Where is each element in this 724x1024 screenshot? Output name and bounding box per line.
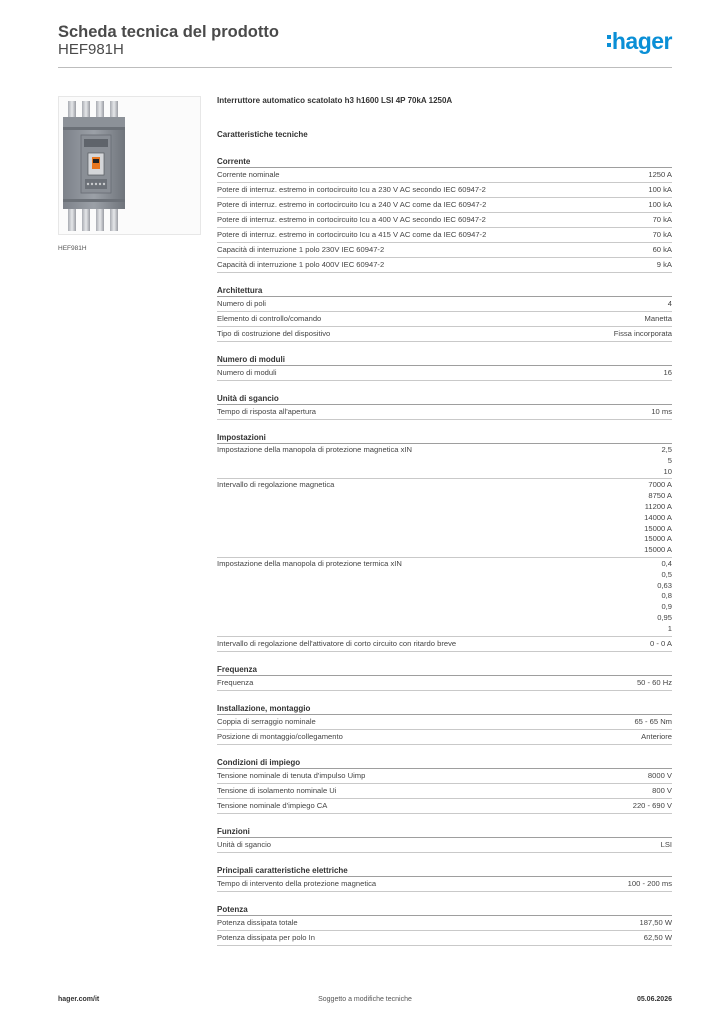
spec-value: [644, 480, 672, 556]
section-title: Numero di moduli: [217, 353, 672, 366]
spec-label: Intervallo di regolazione dell'attivatore di corto circuito con ritardo breve: [217, 638, 457, 648]
spec-label: Impostazione della manopola di protezione magnetica xIN: [217, 445, 413, 454]
section-spacer: [217, 691, 672, 702]
spec-row: [217, 715, 672, 730]
spec-value-line: 15000 A: [644, 534, 672, 544]
section-spacer: [217, 381, 672, 392]
spec-row: [217, 228, 672, 243]
spec-row: [217, 877, 672, 892]
page-header: [58, 20, 672, 68]
spec-value-line: 8750 A: [648, 491, 672, 501]
spec-label: Elemento di controllo/comando: [217, 314, 322, 323]
spec-row: [217, 637, 672, 652]
spec-row: [217, 312, 672, 327]
spec-row: [217, 405, 672, 420]
spec-value: [657, 559, 672, 635]
specifications: [217, 95, 672, 946]
section-title: Frequenza: [217, 663, 672, 676]
spec-value: 62,50 W: [643, 932, 672, 942]
product-code: HEF981H: [58, 41, 124, 58]
spec-label: Impostazione della manopola di protezione termica xIN: [217, 558, 402, 568]
spec-row: [217, 769, 672, 784]
spec-value: 100 - 200 ms: [627, 878, 672, 888]
section-title: Installazione, montaggio: [217, 702, 672, 715]
circuit-breaker-illustration: [59, 97, 200, 234]
spec-value: 60 kA: [652, 245, 672, 254]
spec-value: 0 - 0 A: [650, 638, 672, 648]
spec-label: Frequenza: [217, 677, 254, 687]
spec-label: Capacità di interruzione 1 polo 230V IEC 60947-2: [217, 245, 385, 254]
spec-row: [217, 931, 672, 946]
spec-label: Corrente nominale: [217, 170, 280, 179]
spec-value-line: 14000 A: [644, 512, 672, 522]
spec-value-line: 0,63: [657, 580, 672, 590]
spec-label: Capacità di interruzione 1 polo 400V IEC 60947-2: [217, 260, 385, 269]
spec-value-line: 0,8: [661, 591, 672, 601]
section-title: Principali caratteristiche elettriche: [217, 864, 672, 877]
spec-label: Tensione di isolamento nominale Ui: [217, 785, 337, 795]
spec-value-line: 7000 A: [648, 480, 672, 490]
spec-label: Numero di moduli: [217, 368, 277, 377]
technical-characteristics-heading: Caratteristiche tecniche: [217, 130, 308, 139]
hager-logo: [607, 28, 672, 54]
spec-row: [217, 183, 672, 198]
spec-value: Fissa incorporata: [613, 329, 672, 338]
spec-row: [217, 327, 672, 342]
spec-row: [217, 558, 672, 637]
product-image: [58, 96, 201, 235]
image-caption: HEF981H: [58, 245, 87, 252]
footer-disclaimer: Soggetto a modifiche tecniche: [318, 996, 412, 1003]
spec-label: Potere di interruz. estremo in cortocircuito Icu a 415 V AC come da IEC 60947-2: [217, 230, 487, 239]
section-spacer: [217, 342, 672, 353]
section-title: Condizioni di impiego: [217, 756, 672, 769]
spec-label: Unità di sgancio: [217, 839, 272, 849]
section-spacer: [217, 814, 672, 825]
section-spacer: [217, 273, 672, 284]
spec-row: [217, 676, 672, 691]
spec-value: 100 kA: [648, 200, 672, 209]
spec-value: 10 ms: [651, 407, 672, 416]
section-title: Corrente: [217, 155, 672, 168]
page-footer: [58, 996, 672, 1010]
spec-row: [217, 243, 672, 258]
spec-label: Numero di poli: [217, 299, 266, 308]
spec-value: 1250 A: [648, 170, 672, 179]
spec-value-line: 0,9: [661, 602, 672, 612]
spec-row: [217, 838, 672, 853]
spec-value: 4: [667, 299, 672, 308]
product-name: Interruttore automatico scatolato h3 h1600 LSI 4P 70kA 1250A: [217, 96, 453, 105]
spec-value-line: 5: [667, 455, 672, 465]
section-spacer: [217, 853, 672, 864]
spec-label: Tempo di risposta all'apertura: [217, 407, 316, 416]
logo-text: hager: [611, 27, 672, 54]
spec-value-line: 0,5: [661, 569, 672, 579]
spec-row: [217, 444, 672, 479]
spec-row: [217, 168, 672, 183]
spec-label: Posizione di montaggio/collegamento: [217, 731, 343, 741]
section-title: Potenza: [217, 903, 672, 916]
spec-label: Potere di interruz. estremo in cortocircuito Icu a 240 V AC come da IEC 60947-2: [217, 200, 487, 209]
section-spacer: [217, 892, 672, 903]
spec-value: 65 - 65 Nm: [634, 716, 672, 726]
spec-value-line: 1: [667, 623, 672, 633]
spec-label: Potere di interruz. estremo in cortocircuito Icu a 400 V AC secondo IEC 60947-2: [217, 215, 486, 224]
spec-value: 9 kA: [656, 260, 672, 269]
spec-value: LSI: [660, 839, 672, 849]
spec-row: [217, 198, 672, 213]
document-title: Scheda tecnica del prodotto: [58, 23, 279, 41]
spec-value: 50 - 60 Hz: [636, 677, 672, 687]
spec-value: Manetta: [644, 314, 672, 323]
spec-value-line: 0,4: [661, 558, 672, 568]
section-title: Funzioni: [217, 825, 672, 838]
spec-value: 8000 V: [647, 770, 672, 780]
footer-website: hager.com/it: [58, 996, 100, 1003]
spec-label: Tempo di intervento della protezione magnetica: [217, 878, 377, 888]
spec-value: 70 kA: [652, 230, 672, 239]
spec-row: [217, 916, 672, 931]
spec-row: [217, 799, 672, 814]
spec-label: Tipo di costruzione del dispositivo: [217, 329, 331, 338]
section-spacer: [217, 652, 672, 663]
spec-value: 100 kA: [648, 185, 672, 194]
spec-value-line: 2,5: [661, 445, 672, 454]
spec-value: 187,50 W: [639, 917, 672, 927]
logo-dots-icon: [607, 35, 611, 47]
section-spacer: [217, 420, 672, 431]
spec-row: [217, 297, 672, 312]
spec-value: 16: [663, 368, 672, 377]
spec-row: [217, 479, 672, 558]
section-spacer: [217, 745, 672, 756]
spec-row: [217, 366, 672, 381]
spec-row: [217, 258, 672, 273]
spec-label: Tensione nominale di tenuta d'impulso Uimp: [217, 770, 366, 780]
spec-value: 70 kA: [652, 215, 672, 224]
spec-value-line: 11200 A: [644, 501, 672, 511]
section-title: Unità di sgancio: [217, 392, 672, 405]
spec-value: Anteriore: [641, 731, 672, 741]
section-title: Architettura: [217, 284, 672, 297]
spec-label: Coppia di serraggio nominale: [217, 716, 316, 726]
spec-value: [661, 445, 672, 477]
spec-value-line: 15000 A: [644, 545, 672, 555]
section-title: Impostazioni: [217, 431, 672, 444]
spec-label: Potenza dissipata totale: [217, 917, 298, 927]
footer-date: 05.06.2026: [636, 996, 672, 1003]
spec-label: Potenza dissipata per polo In: [217, 932, 315, 942]
spec-label: Intervallo di regolazione magnetica: [217, 480, 335, 490]
spec-row: [217, 730, 672, 745]
spec-label: Potere di interruz. estremo in cortocircuito Icu a 230 V AC secondo IEC 60947-2: [217, 185, 486, 194]
spec-sections: [217, 155, 672, 946]
spec-row: [217, 784, 672, 799]
spec-value-line: 10: [663, 466, 672, 476]
spec-label: Tensione nominale d'impiego CA: [217, 800, 328, 810]
spec-value-line: 0,95: [657, 612, 672, 622]
spec-value: 220 - 690 V: [632, 800, 672, 810]
spec-value-line: 15000 A: [644, 523, 672, 533]
spec-row: [217, 213, 672, 228]
spec-value: 800 V: [652, 785, 672, 795]
